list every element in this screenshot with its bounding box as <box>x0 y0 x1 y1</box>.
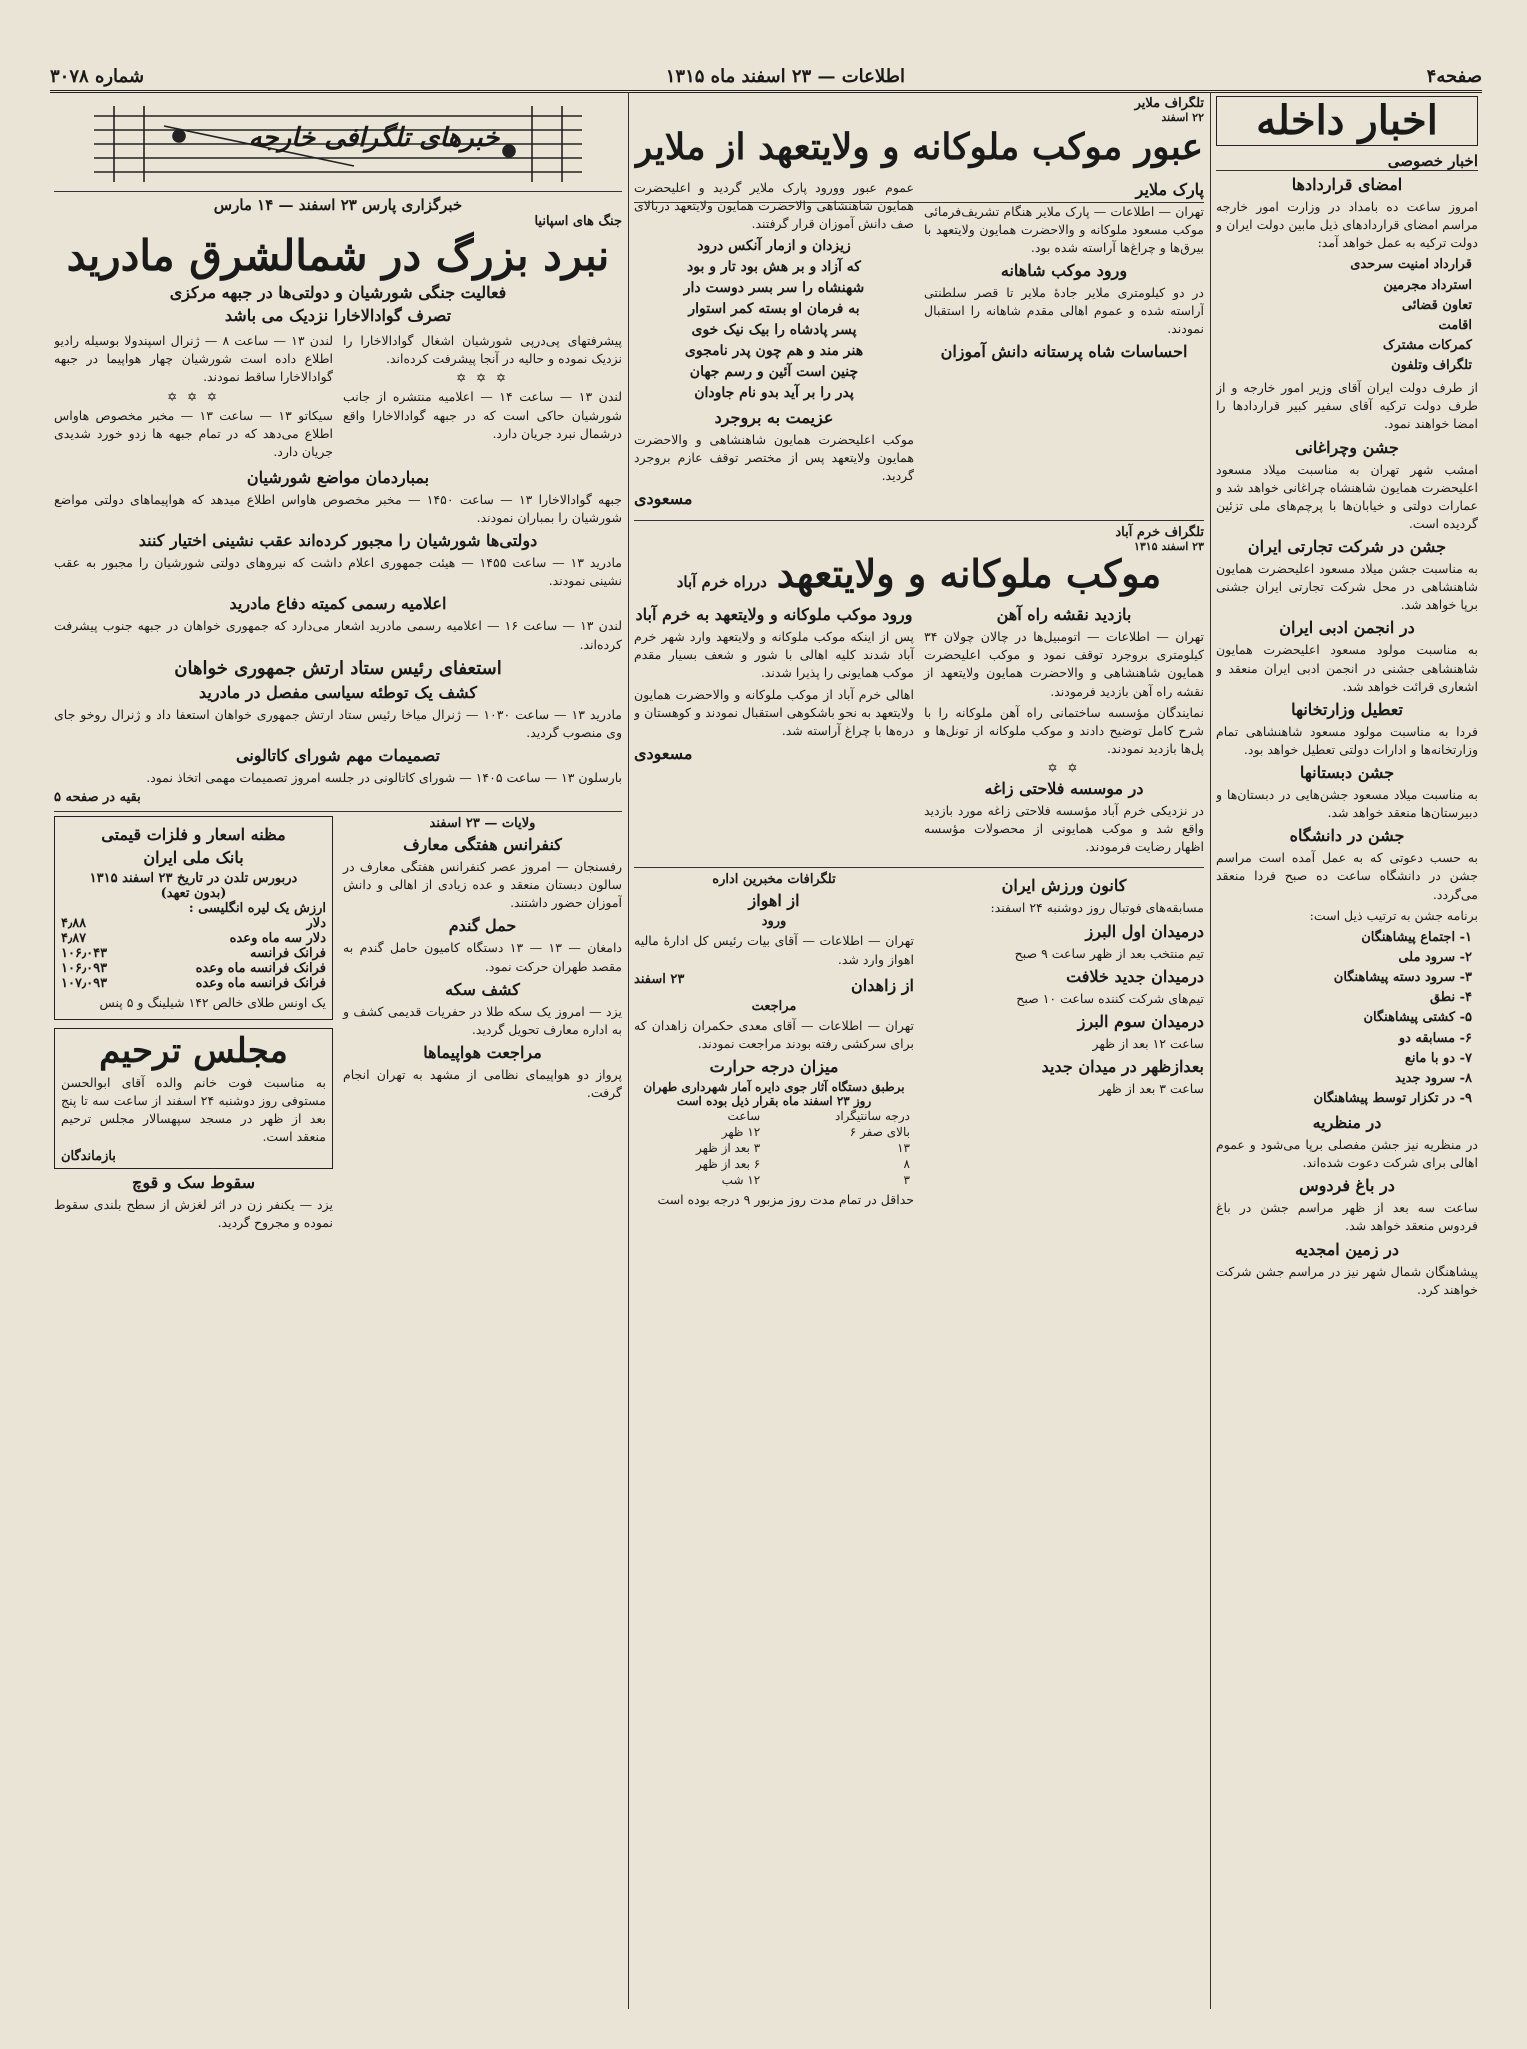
list-item: ۹- در تکزار توسط پیشاهنگان <box>1313 1090 1472 1106</box>
list-item: ۱- اجتماع پیشاهنگان <box>1361 929 1472 945</box>
headline: مراجعت هواپیماها <box>423 1042 542 1062</box>
subcolumn-right <box>924 601 1204 859</box>
byline: مسعودی <box>634 489 693 509</box>
currency-box <box>54 816 333 1020</box>
poem-line: پسر پادشاه را بیک نیک خوی <box>691 321 857 338</box>
currency-name: دلار <box>306 916 326 932</box>
paragraph: پس از اینکه موکب ملوکانه و ولایتعهد وارد شهر خرم آباد شدند کلیه اهالی با شور و شعف بسیار مقدم موکب همایونی را پذیرا شدند. <box>634 629 914 681</box>
headline: جشن دبستانها <box>1299 763 1395 783</box>
poem <box>634 236 914 404</box>
table-row <box>634 1156 914 1172</box>
poem-line: زیزدان و ازمار آنکس درود <box>697 237 851 254</box>
currency-heading: ارزش یک لیره انگلیسی : <box>188 901 326 917</box>
notices-box <box>54 816 333 1235</box>
headline: در انجمن ادبی ایران <box>1279 618 1415 638</box>
list-item: ۵- کشتی پیشاهنگان <box>1363 1010 1472 1026</box>
poem-line: شهنشاه را سر بسر دوست دار <box>683 279 865 296</box>
headline: ورود موکب شاهانه <box>1000 260 1128 280</box>
headline: احساسات شاه پرستانه دانش آموزان <box>940 342 1188 362</box>
paragraph: تیم منتخب بعد از ظهر ساعت ۹ صبح <box>1014 945 1204 961</box>
paragraph: لندن ۱۳ — ساعت ۱۶ — اعلامیه رسمی مادرید اشعار می‌دارد که جمهوری خواهان در جبهه جنوب پیشرفت کرده‌اند. <box>54 618 622 652</box>
paragraph: تهران — اطلاعات — پارک ملایر هنگام تشریف‌فرمائی موکب مسعود ملوکانه و والاحضرت همایون ولایتعهد با بیرق‌ها و چراغ‌ها آراسته شده بود. <box>924 203 1204 255</box>
paragraph: امشب شهر تهران به مناسبت میلاد مسعود اعلیحضرت همایون شاهنشاه چراغانی خواهد شد و عمارات دولتی و خیابان‌ها با پرچم‌های ملی تزئین گردیده است. <box>1216 461 1478 531</box>
program-list <box>1216 928 1478 1109</box>
paragraph: به مناسبت میلاد مسعود جشن‌هایی در دبستان‌ها و دبیرستان‌ها منعقد خواهد شد. <box>1216 787 1478 821</box>
paragraph: پیشاهنگان شمال شهر نیز در مراسم جشن شرکت خواهند کرد. <box>1216 1263 1478 1297</box>
section-label: اخبار خصوصی <box>1216 152 1478 171</box>
contract-list <box>1216 255 1478 376</box>
subheading: ورود <box>761 914 787 930</box>
subheadline: فعالیت جنگی شورشیان و دولتی‌ها در جبهه مرکزی <box>169 283 507 303</box>
poem-line: چنین است آئین و رسم جهان <box>689 363 859 380</box>
memorial-title: مجلس ترحیم <box>99 1031 288 1072</box>
headline: پارک ملایر <box>1135 179 1204 199</box>
table-row <box>61 916 326 931</box>
headline: جشن وچراغانی <box>1295 437 1399 457</box>
column-rule <box>628 92 629 2009</box>
paragraph: عموم عبور وورود پارک ملایر گردید و اعلیحضرت همایون شاهنشاهی والاحضرت همایون ولایتعهد دربالای صف دانش آموزان قرار گرفتند. <box>634 179 914 231</box>
headline: در موسسه فلاحتی زاغه <box>984 779 1144 799</box>
main-headline: موکب ملوکانه و ولایتعهد <box>776 551 1162 597</box>
list-item: ۳- سرود دسته پیشاهنگان <box>1333 970 1472 986</box>
subcolumn-left <box>634 176 914 513</box>
headline: در باغ فردوس <box>1299 1176 1395 1196</box>
headline: در منظریه <box>1312 1113 1382 1133</box>
sports-box <box>924 872 1204 1212</box>
headline: حمل گندم <box>448 916 517 936</box>
paragraph: به مناسبت مولود مسعود اعلیحضرت همایون شاهنشاهی جشنی در انجمن ادبی ایران منعقد و اشعاری قرائت خواهد شد. <box>1216 642 1478 694</box>
temperature-table <box>634 1108 914 1188</box>
table-row <box>61 961 326 976</box>
paragraph: سیکاتو ۱۳ — ساعت ۱۳ — مخبر مخصوص هاواس اطلاع می‌دهد که در تمام جبهه ها زدو خورد شدیدی جریان دارد. <box>54 407 334 459</box>
currency-date: دربورس تلدن در تاریخ ۲۳ اسفند ۱۳۱۵ <box>89 871 298 887</box>
headline: اعلامیه رسمی کمیته دفاع مادرید <box>229 594 447 614</box>
section-label: تلگرافات مخبرین اداره <box>712 872 836 888</box>
currency-value: ۴٫۸۸ <box>61 916 87 932</box>
paragraph: یک اونس طلای خالص ۱۴۲ شیلینگ و ۵ پنس <box>99 995 326 1011</box>
provinces-box <box>343 816 622 1235</box>
currency-name: فرانک فرانسه ماه وعده <box>195 976 326 992</box>
dateline: ۲۲ اسفند <box>1161 111 1204 124</box>
paragraph: در دو کیلومتری ملایر جادهٔ ملایر تا قصر سلطنتی آراسته شده و عموم اهالی مقدم شاهانه را استقبال نمودند. <box>924 284 1204 337</box>
paragraph: بارسلون ۱۳ — ساعت ۱۴۰۵ — شورای کاتالونی در جلسه امروز تصمیمات مهمی اتخاذ نمود. <box>146 769 622 785</box>
dateline: ۲۳ اسفند ۱۳۱۵ <box>1133 540 1204 554</box>
table-cell: ۳ <box>903 1172 910 1187</box>
list-item: ۶- مسابقه دو <box>1398 1030 1472 1046</box>
paragraph: مسابقه‌های فوتبال روز دوشنبه ۲۴ اسفند: <box>990 900 1204 916</box>
list-item: ۲- سرود ملی <box>1398 949 1472 965</box>
subheadline: تصرف گوادالاخارا نزدیک می باشد <box>224 306 452 326</box>
currency-name: دلار سه ماه وعده <box>229 931 326 947</box>
continued-note: بقیه در صفحه ۵ <box>54 790 141 806</box>
issue-number: شماره ۳۰۷۸ <box>50 65 145 87</box>
paragraph: اهالی خرم آباد از موکب ملوکانه و والاحضرت همایون ولایتعهد به نحو باشکوهی استقبال نمودند و کوهستان و دره‌ها با چراغ آراسته شد. <box>634 686 914 738</box>
telegraph-label: تلگراف ملایر <box>1134 96 1204 111</box>
page-header <box>50 66 1482 93</box>
separator-stars: ✡ ✡ ✡ <box>456 371 509 386</box>
dateline: ۲۳ اسفند <box>634 971 685 987</box>
paragraph: یزد — امروز یک سکه طلا در حفریات قدیمی کشف و به اداره معارف تحویل گردید. <box>343 1003 622 1037</box>
paragraph: برنامه جشن به ترتیب ذیل است: <box>1309 907 1478 923</box>
paragraph: مادرید ۱۳ — ساعت ۱۰۳۰ — ژنرال میاخا رئیس ستاد ارتش جمهوری خواهان استعفا داد و ژنرال روخو جای وی منصوب گردید. <box>54 706 622 740</box>
telegraph-line <box>634 96 1204 111</box>
venue: درمیدان سوم البرز <box>1077 1011 1204 1031</box>
table-row <box>61 946 326 961</box>
paragraph: فردا به مناسبت مولود مسعود شاهنشاهی تمام وزارتخانه‌ها و ادارات دولتی تعطیل خواهد بود. <box>1216 723 1478 757</box>
table-cell: ۱۲ ظهر <box>721 1124 761 1139</box>
poem-line: هنر مند و هم چون پدر نامجوی <box>684 342 864 359</box>
byline: مسعودی <box>634 743 693 763</box>
paragraph: تهران — اطلاعات — اتومبیل‌ها در چالان چولان ۳۴ کیلومتری بروجرد توقف نمود و موکب اعلیحضرت همایون شاهنشاهی و والاحضرت همایون ولایتعهد از نقشه راه آهن بازدید فرمودند. <box>924 629 1204 699</box>
paragraph: تیم‌های شرکت کننده ساعت ۱۰ صبح <box>1016 990 1204 1006</box>
zahedan-heading <box>634 972 914 999</box>
paragraph: ساعت ۱۲ بعد از ظهر <box>1092 1035 1204 1051</box>
headline-row <box>634 553 1204 595</box>
two-subcolumns <box>54 329 622 464</box>
main-headline: عبور موکب ملوکانه و ولایتعهد از ملایر <box>634 126 1204 168</box>
headline: ورود موکب ملوکانه و ولایتعهد به خرم آباد <box>635 605 913 625</box>
main-headline: نبرد بزرگ در شمالشرق مادرید <box>66 231 610 280</box>
table-cell: ۱۲ شب <box>721 1172 761 1187</box>
bank-name: بانک ملی ایران <box>143 848 244 868</box>
headline: تصمیمات مهم شورای کاتالونی <box>235 745 440 765</box>
dispatches-box <box>634 872 914 1212</box>
list-item: تلگراف وتلفون <box>1391 358 1472 374</box>
list-item: اقامت <box>1438 317 1472 333</box>
headline: سقوط سک و قوچ <box>132 1173 255 1193</box>
domestic-news-column <box>1216 96 1478 2011</box>
separator-stars: ✡ ✡ <box>1047 761 1081 776</box>
page-number: صفحه۴ <box>1426 65 1482 87</box>
paragraph: به مناسبت جشن میلاد مسعود اعلیحضرت همایون شاهنشاهی در محل شرکت تجارتی ایران جشنی برپا خواهد شد. <box>1216 561 1478 613</box>
paragraph: لندن ۱۳ — ساعت ۸ — ژنرال اسپندولا بوسیله رادیو اطلاع داده است شورشیان چهار هواپیما در جبهه گوادالاخارا ساقط نمودند. <box>54 333 334 385</box>
separator-stars: ✡ ✡ ✡ <box>167 389 220 404</box>
currency-value: ۱۰۶٫۰۹۳ <box>61 961 108 977</box>
venue: بعدازظهر در میدان جدید <box>1041 1056 1204 1076</box>
list-item: ۸- سرود جدید <box>1395 1070 1472 1086</box>
currency-note: (بدون تعهد) <box>160 886 227 902</box>
table-row <box>634 1124 914 1140</box>
table-header: درجه سانتیگراد <box>834 1108 910 1123</box>
headline: عزیمت به بروجرد <box>714 407 834 427</box>
table-row <box>61 931 326 946</box>
memorial-box <box>54 1028 333 1169</box>
table-row <box>634 1140 914 1156</box>
paragraph: لندن ۱۳ — ساعت ۱۴ — اعلامیه منتشره از جانب شورشیان حاکی است که در جبهه گوادالاخارا واقع درشمال نبرد جریان دارد. <box>343 389 622 441</box>
table-cell: ۱۳ <box>897 1140 910 1155</box>
table-header-row <box>634 1108 914 1124</box>
headline: دولتی‌ها شورشیان را مجبور کرده‌اند عقب نشینی اختیار کنند <box>138 531 538 551</box>
subcolumn-right <box>343 329 622 464</box>
currency-name: فرانک فرانسه ماه وعده <box>195 961 326 977</box>
list-item: کمرکات مشترک <box>1382 337 1472 353</box>
headline: جشن در دانشگاه <box>1289 826 1405 846</box>
paragraph: تهران — اطلاعات — آقای معدی حکمران زاهدان که برای سرکشی رفته بودند مراجعت نمودند. <box>634 1017 914 1051</box>
paragraph: ساعت سه بعد از ظهر مراسم جشن در باغ فردوس منعقد خواهد شد. <box>1216 1200 1478 1234</box>
paragraph: دامغان — ۱۳ — ۱۳ دستگاه کامیون حامل گندم به مقصد طهران حرکت نمود. <box>343 940 622 974</box>
bottom-section <box>634 867 1204 1212</box>
section-label: جنگ های اسپانیا <box>534 214 622 229</box>
two-subcolumns <box>634 601 1204 859</box>
procession-column <box>634 96 1204 2011</box>
currency-value: ۱۰۶٫۰۴۳ <box>61 946 108 962</box>
list-item: تعاون قضائی <box>1401 297 1472 313</box>
foreign-news-column <box>54 96 622 2011</box>
domestic-banner-box <box>1216 96 1478 146</box>
headline: میزان درجه حرارت <box>709 1056 839 1076</box>
headline: از زاهدان <box>851 975 914 995</box>
headline: کانون ورزش ایران <box>1001 876 1127 896</box>
foreign-banner: خبرهای تلگرافی خارجه <box>248 123 500 153</box>
table-header: ساعت <box>727 1108 761 1123</box>
telegraph-label: تلگراف خرم آباد <box>1115 525 1204 541</box>
paragraph: یزد — یکنفر زن در اثر لغزش از سطح بلندی سقوط نموده و مجروح گردید. <box>54 1197 333 1231</box>
paragraph: مادرید ۱۳ — ساعت ۱۴۵۵ — هیئت جمهوری اعلام داشت که نیروهای دولتی شورشیان را مجبور به عقب نشینی نمودند. <box>54 555 622 589</box>
poem-line: به فرمان او بسته کمر استوار <box>688 300 860 317</box>
domestic-banner: اخبار داخله <box>1256 97 1438 144</box>
headline: امضای قراردادها <box>1291 175 1403 194</box>
temperature-subtitle: روز ۲۳ اسفند ماه بقرار ذیل بوده است <box>676 1093 872 1108</box>
headline: تعطیل وزارتخانها <box>1291 699 1403 719</box>
poem-line: پدر را بر آید بدو نام جاودان <box>694 384 854 401</box>
subheading: مراجعت <box>751 998 797 1014</box>
subcolumn-left <box>54 329 333 464</box>
paragraph: نمایندگان مؤسسه ساختمانی راه آهن ملوکانه را با شرح کامل توضیح دادند و موکب ملوکانه از تونل‌ها و پل‌ها بازدید نمودند. <box>924 704 1204 756</box>
table-row <box>61 976 326 991</box>
headline: کنفرانس هفتگی معارف <box>403 835 562 855</box>
currency-name: فرانک فرانسه <box>250 946 326 962</box>
table-row <box>634 1172 914 1188</box>
divider <box>634 202 1204 203</box>
headline: جشن در شرکت تجارتی ایران <box>1247 537 1447 557</box>
paragraph: ساعت ۳ بعد از ظهر <box>1099 1080 1204 1096</box>
paragraph: از طرف دولت ایران آقای وزیر امور خارجه و از طرف دولت ترکیه آقای سفیر کبیر قراردادها را امضا خواهند نمود. <box>1216 380 1478 432</box>
subcolumn-right <box>924 176 1204 513</box>
column-rule <box>1210 92 1211 2009</box>
paragraph: امروز ساعت ده بامداد در وزارت امور خارجه مراسم امضای قراردادهای ذیل مابین دولت ایران و دولت ترکیه به عمل خواهد آمد: <box>1216 199 1478 251</box>
table-cell: ۶ بعد از ظهر <box>696 1156 761 1171</box>
dateline: خبرگزاری پارس ۲۳ اسفند — ۱۴ مارس <box>54 191 622 214</box>
paragraph: تهران — اطلاعات — آقای بیات رئیس کل ادارهٔ مالیه اهواز وارد شد. <box>634 933 914 967</box>
venue: درمیدان جدید خلافت <box>1066 966 1204 986</box>
khorramabad-section <box>634 520 1204 859</box>
paragraph: پرواز دو هواپیمای نظامی از مشهد به تهران انجام گرفت. <box>343 1066 622 1101</box>
table-cell: ۳ بعد از ظهر <box>696 1140 761 1155</box>
headline: کشف سکه <box>445 979 520 999</box>
section-label: ولایات — ۲۳ اسفند <box>429 816 536 832</box>
headline: استعفای رئیس ستاد ارتش جمهوری خواهان <box>174 657 502 679</box>
paragraph: موکب اعلیحضرت همایون شاهنشاهی و والاحضرت همایون ولایتعهد پس از مختصر توقف عازم بروجرد گردید. <box>634 431 914 484</box>
list-item: قرارداد امنیت سرحدی <box>1350 257 1472 273</box>
subcolumn-left <box>634 601 914 859</box>
list-item: ۷- دو با مانع <box>1404 1050 1472 1066</box>
memorial-signature: بازماندگان <box>61 1149 116 1165</box>
headline: بمباردمان مواضع شورشیان <box>246 467 430 487</box>
currency-value: ۱۰۷٫۰۹۳ <box>61 976 108 992</box>
venue: درمیدان اول البرز <box>1085 921 1204 941</box>
header-date: اطلاعات — ۲۳ اسفند ماه ۱۳۱۵ <box>665 65 905 87</box>
paragraph: جبهه گوادالاخارا ۱۳ — ساعت ۱۴۵۰ — مخبر مخصوص هاواس اطلاع میدهد که هواپیماهای دولتی مواضع شورشیان را بمباران نمودند. <box>54 491 622 526</box>
headline: در زمین امجدیه <box>1294 1239 1400 1259</box>
list-item: ۴- نطق <box>1429 990 1472 1006</box>
poem-line: که آزاد و بر هش بود تار و بود <box>687 258 861 275</box>
paragraph: به حسب دعوتی که به عمل آمده است مراسم جشن در دانشگاه ساعت ده صبح فردا منعقد می‌گردد. <box>1216 850 1478 902</box>
paragraph: در نزدیکی خرم آباد مؤسسه فلاحتی زاغه مورد بازدید واقع شد و موکب همایونی از محصولات مؤسسه اظهار رضایت فرمودند. <box>924 803 1204 855</box>
headline: بازدید نقشه راه آهن <box>996 605 1132 625</box>
temperature-subtitle: برطبق دستگاه آثار جوی دایره آمار شهرداری طهران <box>643 1079 905 1094</box>
list-item: استرداد مجرمین <box>1383 277 1472 293</box>
table-cell: بالای صفر ۶ <box>849 1124 910 1139</box>
currency-value: ۴٫۸۷ <box>61 931 87 947</box>
headline: از اهواز <box>748 891 800 911</box>
paragraph: رفسنجان — امروز عصر کنفرانس هفتگی معارف در سالون دبستان منعقد و عده زیادی از اهالی و دانش آموزان حضور داشتند. <box>343 859 622 911</box>
paragraph: پیشرفتهای پی‌درپی شورشیان اشغال گوادالاخارا را نزدیک نموده و حالیه در آنجا پیشرفت کرده‌اند. <box>343 333 622 367</box>
lower-section <box>54 811 622 1235</box>
subheadline: کشف یک توطئه سیاسی مفصل در مادرید <box>198 682 477 702</box>
headline-tail: درراه خرم آباد <box>676 573 767 592</box>
headline: مظنه اسعار و فلزات قیمتی <box>101 825 286 845</box>
table-cell: ۸ <box>903 1156 910 1171</box>
paragraph: به مناسبت فوت خانم والده آقای ابوالحسن مستوفی روز دوشنبه ۲۴ اسفند از ساعت سه تا پنج بعد از ظهر در مسجد سپهسالار مجلس ترحیم منعقد است. <box>61 1074 326 1144</box>
paragraph: حداقل در تمام مدت روز مزبور ۹ درجه بوده است <box>657 1191 914 1207</box>
paragraph: در منظریه نیز جشن مفصلی برپا می‌شود و عموم اهالی برای شرکت دعوت شده‌اند. <box>1216 1137 1478 1171</box>
foreign-news-banner <box>54 96 622 191</box>
two-subcolumns <box>634 176 1204 513</box>
